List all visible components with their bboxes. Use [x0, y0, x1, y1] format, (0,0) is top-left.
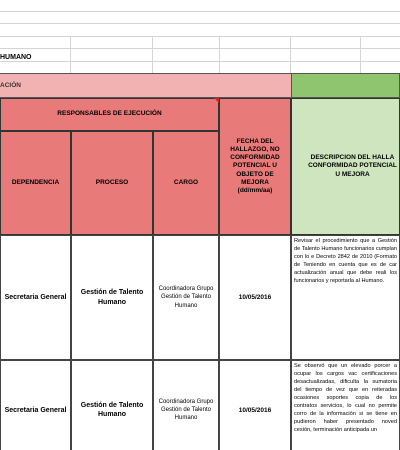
- grid-line: [0, 11, 400, 12]
- cargo-value: Coordinadora Grupo Gestión de Talento Humano: [158, 286, 214, 309]
- table-cell-dependencia: [0, 235, 71, 360]
- header-fecha-label: FECHA DEL HALLAZGO, NO CONFORMIDAD POTENCIAL U OBJETO DE MEJORA (dd/mm/aa): [230, 138, 280, 194]
- proceso-value: Gestión de Talento Humano: [80, 401, 144, 418]
- table-cell-proceso: [71, 235, 153, 360]
- grid-line: [0, 48, 400, 49]
- header-cargo-label: CARGO: [173, 178, 199, 186]
- grid-line: [290, 36, 291, 73]
- table-cell-fecha: [219, 360, 291, 450]
- section-bar-green: [291, 73, 400, 98]
- section-bar: [0, 73, 291, 98]
- header-cargo: [153, 131, 219, 235]
- fecha-value: 10/05/2016: [238, 294, 272, 301]
- section-title: ACIÓN: [0, 82, 21, 89]
- header-descripcion-label: DESCRIPCION DEL HALLA CONFORMIDAD POTENCIAL U MEJORA: [308, 153, 397, 178]
- table-cell-cargo: [153, 235, 219, 360]
- proceso-value: Gestión de Talento Humano: [80, 289, 144, 306]
- table-cell-descripcion: [291, 360, 400, 450]
- header-proceso: [71, 131, 153, 235]
- descripcion-value: Se observó que un elevado porcer a ocupar los cargos vac certificaciones desactualizadas, dificulta la sumatoria del tiempo de vez que en reiteradas ocasiones soportes copia de los contratos servicios, lo cual no permite corro de la información si se tiene en pudieron haber presentado noved cesión, terminación anticipada un: [294, 363, 397, 433]
- header-responsables: [0, 98, 219, 131]
- grid-line: [219, 36, 220, 73]
- header-descripcion: [291, 98, 400, 235]
- grid-line: [0, 23, 400, 24]
- grid-line: [0, 36, 400, 37]
- header-dependencia: [0, 131, 71, 235]
- sheet-title: HUMANO: [0, 54, 32, 61]
- dependencia-value: Secretaria General: [4, 406, 67, 414]
- descripcion-value: Revisar el procedimiento que a Gestión de Talento Humano funcionarios cumplan con lo e Decreto 2842 de 2010 (Formato de Teniendo en cuenta que es de car actualización anual que debe reali los funcionarios y reportarla al Humano.: [294, 238, 397, 284]
- header-dependencia-label: DEPENDENCIA: [11, 178, 60, 186]
- cargo-value: Coordinadora Grupo Gestión de Talento Humano: [158, 398, 214, 422]
- table-cell-fecha: [219, 235, 291, 360]
- dependencia-value: Secretaria General: [4, 294, 67, 301]
- table-cell-descripcion: [291, 235, 400, 360]
- header-proceso-label: PROCESO: [95, 178, 129, 186]
- table-cell-proceso: [71, 360, 153, 450]
- table-cell-dependencia: [0, 360, 71, 450]
- header-fecha: [219, 98, 291, 235]
- fecha-value: 10/05/2016: [238, 406, 272, 414]
- grid-line: [360, 36, 361, 73]
- header-responsables-label: RESPONSABLES DE EJECUCIÓN: [57, 110, 162, 118]
- table-cell-cargo: [153, 360, 219, 450]
